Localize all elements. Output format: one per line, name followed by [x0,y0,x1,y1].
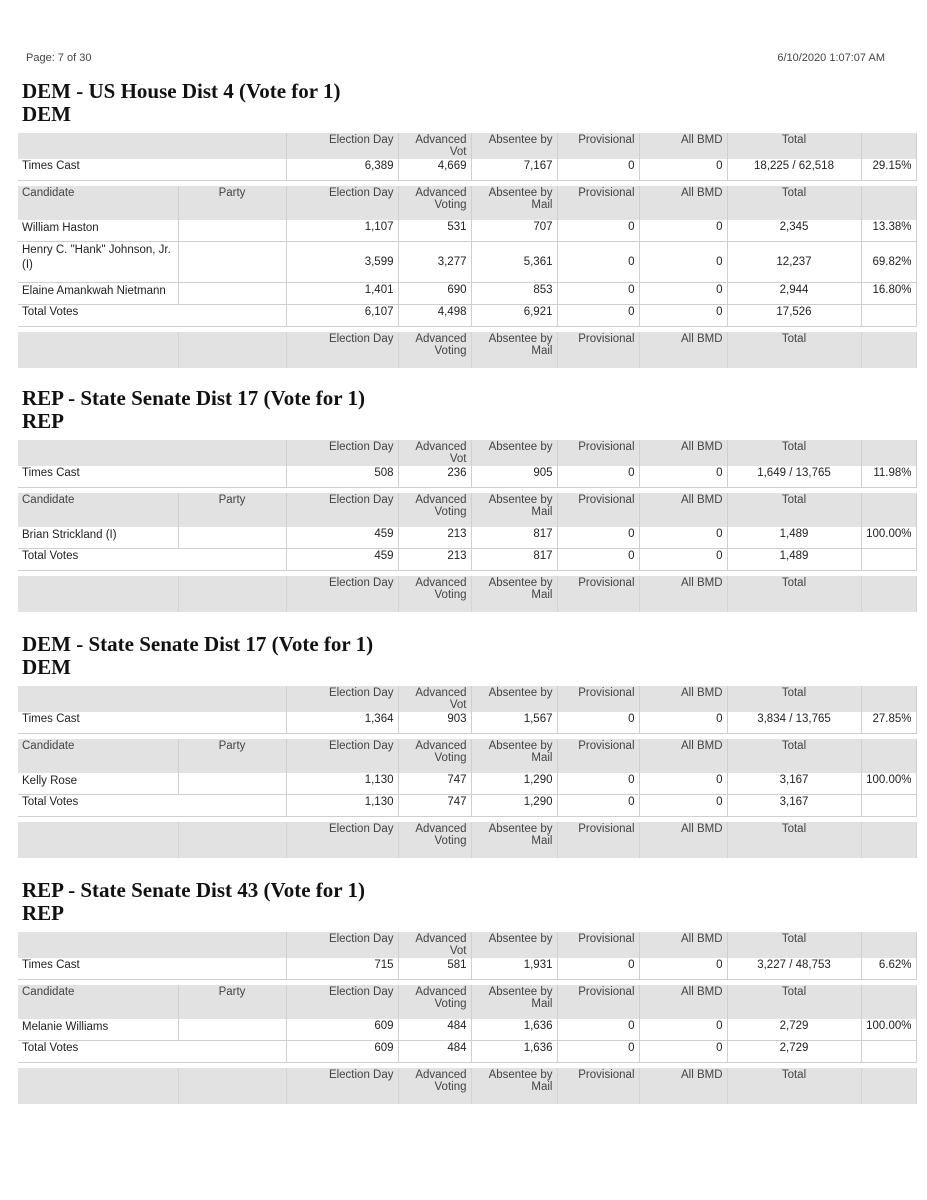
candidate-header [18,493,916,527]
footer-absentee-mail-line1: Absentee by [488,333,553,345]
col-provisional: Provisional [557,440,639,466]
times-cast-header [18,932,916,958]
candidate-advanced: 213 [398,527,471,549]
times-cast-total: 3,834 / 13,765 [727,712,861,734]
col-absentee-mail-line1: Absentee by [488,187,553,199]
candidate-name: William Haston [18,220,178,242]
total-votes-election-day: 1,130 [286,795,398,817]
footer-blank [18,1068,178,1104]
col-pct [861,493,916,527]
total-votes-provisional: 0 [557,305,639,327]
col-pct [861,739,916,773]
candidate-provisional: 0 [557,283,639,305]
candidate-party [178,773,286,795]
footer-advanced-voting [398,1068,471,1104]
race-party: REP [22,901,64,925]
footer-provisional: Provisional [557,332,639,368]
col-advanced-voting [398,186,471,220]
race-section [18,632,912,858]
candidate-row [18,220,916,242]
candidate-pct: 100.00% [861,773,916,795]
race-title: DEM - US House Dist 4 (Vote for 1) [22,79,341,103]
footer-election-day: Election Day [286,822,398,858]
times-cast-election-day: 1,364 [286,712,398,734]
col-advanced-voting [398,985,471,1019]
col-total: Total [727,686,861,712]
times-cast-advanced: 903 [398,712,471,734]
candidate-advanced: 747 [398,773,471,795]
times-cast-advanced: 4,669 [398,159,471,181]
col-advanced-voting [398,739,471,773]
footer-election-day: Election Day [286,576,398,612]
candidate-total: 1,489 [727,527,861,549]
candidate-header [18,186,916,220]
footer-header [18,1068,916,1104]
footer-total: Total [727,1068,861,1104]
col-advanced-voting-line2: Voting [434,752,467,764]
col-advanced-voting-line2: Voting [434,199,467,211]
total-votes-label: Total Votes [18,305,286,327]
col-candidate: Candidate [18,186,178,220]
times-cast-advanced: 236 [398,466,471,488]
col-all-bmd: All BMD [639,133,727,159]
footer-blank [18,332,178,368]
total-votes-pct [861,795,916,817]
total-votes-provisional: 0 [557,795,639,817]
col-advanced-voting-line2: Voting [434,506,467,518]
race-title: REP - State Senate Dist 17 (Vote for 1) [22,386,365,410]
candidate-pct: 100.00% [861,1019,916,1041]
footer-absentee-mail [471,1068,557,1104]
col-party: Party [178,739,286,773]
times-cast-label: Times Cast [18,159,286,181]
times-cast-election-day: 6,389 [286,159,398,181]
candidate-all-bmd: 0 [639,527,727,549]
candidate-row [18,242,916,283]
footer-pct [861,1068,916,1104]
footer-all-bmd: All BMD [639,576,727,612]
col-all-bmd: All BMD [639,985,727,1019]
times-cast-pct: 27.85% [861,712,916,734]
race-section [18,878,912,1104]
footer-advanced-voting [398,576,471,612]
results-table [18,440,917,612]
results-table [18,133,917,368]
col-election-day: Election Day [286,932,398,958]
times-cast-absentee: 7,167 [471,159,557,181]
col-election-day: Election Day [286,133,398,159]
total-votes-label: Total Votes [18,549,286,571]
footer-pct [861,822,916,858]
times-cast-all-bmd: 0 [639,712,727,734]
col-absentee: Absentee by [471,686,557,712]
col-advanced: Advanced Vot [398,686,471,712]
times-cast-absentee: 905 [471,466,557,488]
col-election-day: Election Day [286,985,398,1019]
candidate-absentee: 1,290 [471,773,557,795]
candidate-total: 2,345 [727,220,861,242]
candidate-pct: 16.80% [861,283,916,305]
footer-election-day: Election Day [286,332,398,368]
total-votes-row [18,1041,916,1063]
race-title: DEM - State Senate Dist 17 (Vote for 1) [22,632,374,656]
footer-blank [18,822,178,858]
times-cast-header [18,133,916,159]
total-votes-pct [861,305,916,327]
times-cast-all-bmd: 0 [639,159,727,181]
col-election-day: Election Day [286,686,398,712]
footer-absentee-mail-line1: Absentee by [488,823,553,835]
times-cast-label: Times Cast [18,958,286,980]
candidate-absentee: 1,636 [471,1019,557,1041]
candidate-header [18,739,916,773]
col-advanced-voting-line1: Advanced [415,740,467,752]
total-votes-advanced: 484 [398,1041,471,1063]
col-advanced: Advanced Vot [398,133,471,159]
total-votes-absentee: 1,290 [471,795,557,817]
col-pct [861,440,916,466]
total-votes-absentee: 6,921 [471,305,557,327]
col-provisional: Provisional [557,186,639,220]
candidate-party [178,283,286,305]
col-absentee-mail-line2: Mail [531,199,553,211]
candidate-name: Kelly Rose [18,773,178,795]
times-cast-provisional: 0 [557,712,639,734]
candidate-party [178,1019,286,1041]
total-votes-all-bmd: 0 [639,795,727,817]
col-absentee-mail [471,186,557,220]
times-cast-header [18,440,916,466]
col-advanced: Advanced Vot [398,932,471,958]
col-total: Total [727,493,861,527]
col-advanced-voting-line1: Advanced [415,986,467,998]
candidate-advanced: 484 [398,1019,471,1041]
times-cast-total: 1,649 / 13,765 [727,466,861,488]
col-absentee: Absentee by [471,440,557,466]
total-votes-provisional: 0 [557,549,639,571]
candidate-election-day: 609 [286,1019,398,1041]
col-total: Total [727,133,861,159]
total-votes-provisional: 0 [557,1041,639,1063]
candidate-provisional: 0 [557,773,639,795]
candidate-row [18,1019,916,1041]
candidate-absentee: 707 [471,220,557,242]
col-election-day: Election Day [286,493,398,527]
candidate-total: 2,729 [727,1019,861,1041]
candidate-total: 3,167 [727,773,861,795]
times-cast-row [18,958,916,980]
col-election-day: Election Day [286,739,398,773]
candidate-all-bmd: 0 [639,220,727,242]
times-cast-total: 18,225 / 62,518 [727,159,861,181]
candidate-advanced: 3,277 [398,242,471,283]
footer-pct [861,576,916,612]
col-absentee: Absentee by [471,133,557,159]
candidate-total: 12,237 [727,242,861,283]
race-section [18,386,912,612]
col-all-bmd: All BMD [639,686,727,712]
times-cast-absentee: 1,567 [471,712,557,734]
candidate-party [178,527,286,549]
total-votes-all-bmd: 0 [639,549,727,571]
candidate-election-day: 3,599 [286,242,398,283]
candidate-name: Melanie Williams [18,1019,178,1041]
candidate-election-day: 459 [286,527,398,549]
race-party: REP [22,409,64,433]
candidate-provisional: 0 [557,242,639,283]
candidate-party [178,220,286,242]
footer-blank-party [178,822,286,858]
candidate-name: Elaine Amankwah Nietmann [18,283,178,305]
col-election-day: Election Day [286,440,398,466]
times-cast-provisional: 0 [557,159,639,181]
footer-advanced-voting [398,332,471,368]
footer-header [18,822,916,858]
col-candidate: Candidate [18,739,178,773]
candidate-header [18,985,916,1019]
total-votes-advanced: 213 [398,549,471,571]
total-votes-row [18,305,916,327]
col-total: Total [727,186,861,220]
footer-provisional: Provisional [557,576,639,612]
total-votes-total: 2,729 [727,1041,861,1063]
times-cast-pct: 29.15% [861,159,916,181]
footer-blank-party [178,576,286,612]
times-cast-election-day: 715 [286,958,398,980]
total-votes-advanced: 747 [398,795,471,817]
footer-pct [861,332,916,368]
candidate-pct: 100.00% [861,527,916,549]
total-votes-total: 1,489 [727,549,861,571]
col-advanced-voting-line1: Advanced [415,494,467,506]
col-pct [861,932,916,958]
footer-total: Total [727,332,861,368]
footer-blank-party [178,332,286,368]
total-votes-row [18,795,916,817]
col-total: Total [727,985,861,1019]
col-party: Party [178,493,286,527]
candidate-election-day: 1,401 [286,283,398,305]
total-votes-all-bmd: 0 [639,1041,727,1063]
col-candidate: Candidate [18,985,178,1019]
col-advanced: Advanced Vot [398,440,471,466]
candidate-absentee: 5,361 [471,242,557,283]
col-absentee-mail-line1: Absentee by [488,494,553,506]
footer-advanced-voting-line2: Voting [434,589,467,601]
race-party: DEM [22,102,71,126]
total-votes-total: 17,526 [727,305,861,327]
candidate-all-bmd: 0 [639,283,727,305]
footer-provisional: Provisional [557,822,639,858]
footer-election-day: Election Day [286,1068,398,1104]
footer-total: Total [727,576,861,612]
col-provisional: Provisional [557,133,639,159]
candidate-name: Henry C. "Hank" Johnson, Jr. (I) [18,242,178,283]
total-votes-all-bmd: 0 [639,305,727,327]
col-absentee: Absentee by [471,932,557,958]
times-cast-row [18,159,916,181]
col-pct [861,133,916,159]
times-cast-absentee: 1,931 [471,958,557,980]
footer-advanced-voting-line2: Voting [434,1081,467,1093]
footer-header [18,332,916,368]
candidate-provisional: 0 [557,527,639,549]
col-all-bmd: All BMD [639,186,727,220]
footer-all-bmd: All BMD [639,822,727,858]
footer-absentee-mail-line2: Mail [531,1081,553,1093]
page-number: Page: 7 of 30 [26,52,92,64]
candidate-provisional: 0 [557,220,639,242]
col-absentee-mail-line1: Absentee by [488,986,553,998]
col-total: Total [727,739,861,773]
race-section [18,79,912,368]
total-votes-row [18,549,916,571]
col-all-bmd: All BMD [639,493,727,527]
col-advanced-voting [398,493,471,527]
candidate-row [18,527,916,549]
report-timestamp: 6/10/2020 1:07:07 AM [777,52,885,64]
total-votes-pct [861,549,916,571]
header-blank [18,133,286,159]
footer-header [18,576,916,612]
candidate-provisional: 0 [557,1019,639,1041]
candidate-absentee: 817 [471,527,557,549]
times-cast-pct: 11.98% [861,466,916,488]
total-votes-total: 3,167 [727,795,861,817]
footer-advanced-voting-line1: Advanced [415,1069,467,1081]
col-total: Total [727,932,861,958]
footer-total: Total [727,822,861,858]
footer-absentee-mail-line2: Mail [531,345,553,357]
footer-advanced-voting-line2: Voting [434,835,467,847]
candidate-party [178,242,286,283]
footer-all-bmd: All BMD [639,332,727,368]
col-total: Total [727,440,861,466]
footer-absentee-mail [471,576,557,612]
total-votes-label: Total Votes [18,1041,286,1063]
header-blank [18,686,286,712]
col-absentee-mail [471,493,557,527]
footer-blank [18,576,178,612]
col-absentee-mail-line2: Mail [531,752,553,764]
col-provisional: Provisional [557,493,639,527]
header-blank [18,440,286,466]
footer-absentee-mail-line2: Mail [531,589,553,601]
footer-absentee-mail-line1: Absentee by [488,1069,553,1081]
footer-advanced-voting-line1: Advanced [415,333,467,345]
col-pct [861,686,916,712]
footer-absentee-mail-line2: Mail [531,835,553,847]
candidate-row [18,283,916,305]
times-cast-advanced: 581 [398,958,471,980]
total-votes-election-day: 459 [286,549,398,571]
total-votes-election-day: 609 [286,1041,398,1063]
col-election-day: Election Day [286,186,398,220]
total-votes-pct [861,1041,916,1063]
results-table [18,686,917,858]
col-absentee-mail-line2: Mail [531,998,553,1010]
col-all-bmd: All BMD [639,739,727,773]
candidate-all-bmd: 0 [639,773,727,795]
footer-advanced-voting-line2: Voting [434,345,467,357]
times-cast-label: Times Cast [18,466,286,488]
times-cast-all-bmd: 0 [639,466,727,488]
candidate-pct: 69.82% [861,242,916,283]
times-cast-row [18,466,916,488]
col-absentee-mail-line2: Mail [531,506,553,518]
footer-blank-party [178,1068,286,1104]
candidate-advanced: 690 [398,283,471,305]
col-pct [861,985,916,1019]
times-cast-header [18,686,916,712]
col-absentee-mail [471,985,557,1019]
candidate-absentee: 853 [471,283,557,305]
col-all-bmd: All BMD [639,440,727,466]
total-votes-absentee: 1,636 [471,1041,557,1063]
page-header [26,52,885,68]
candidate-election-day: 1,130 [286,773,398,795]
footer-advanced-voting-line1: Advanced [415,577,467,589]
col-party: Party [178,186,286,220]
col-provisional: Provisional [557,985,639,1019]
times-cast-all-bmd: 0 [639,958,727,980]
col-advanced-voting-line1: Advanced [415,187,467,199]
header-blank [18,932,286,958]
candidate-advanced: 531 [398,220,471,242]
results-table [18,932,917,1104]
candidate-total: 2,944 [727,283,861,305]
footer-all-bmd: All BMD [639,1068,727,1104]
col-provisional: Provisional [557,739,639,773]
col-provisional: Provisional [557,686,639,712]
candidate-pct: 13.38% [861,220,916,242]
race-party: DEM [22,655,71,679]
col-party: Party [178,985,286,1019]
total-votes-election-day: 6,107 [286,305,398,327]
col-absentee-mail-line1: Absentee by [488,740,553,752]
candidate-all-bmd: 0 [639,1019,727,1041]
race-title: REP - State Senate Dist 43 (Vote for 1) [22,878,365,902]
times-cast-total: 3,227 / 48,753 [727,958,861,980]
total-votes-advanced: 4,498 [398,305,471,327]
candidate-all-bmd: 0 [639,242,727,283]
candidate-election-day: 1,107 [286,220,398,242]
footer-absentee-mail-line1: Absentee by [488,577,553,589]
col-pct [861,186,916,220]
candidate-row [18,773,916,795]
times-cast-row [18,712,916,734]
col-absentee-mail [471,739,557,773]
footer-absentee-mail [471,822,557,858]
times-cast-label: Times Cast [18,712,286,734]
col-candidate: Candidate [18,493,178,527]
col-provisional: Provisional [557,932,639,958]
footer-absentee-mail [471,332,557,368]
times-cast-pct: 6.62% [861,958,916,980]
total-votes-label: Total Votes [18,795,286,817]
times-cast-provisional: 0 [557,466,639,488]
col-advanced-voting-line2: Voting [434,998,467,1010]
col-all-bmd: All BMD [639,932,727,958]
times-cast-provisional: 0 [557,958,639,980]
total-votes-absentee: 817 [471,549,557,571]
footer-advanced-voting-line1: Advanced [415,823,467,835]
candidate-name: Brian Strickland (I) [18,527,178,549]
times-cast-election-day: 508 [286,466,398,488]
footer-advanced-voting [398,822,471,858]
footer-provisional: Provisional [557,1068,639,1104]
